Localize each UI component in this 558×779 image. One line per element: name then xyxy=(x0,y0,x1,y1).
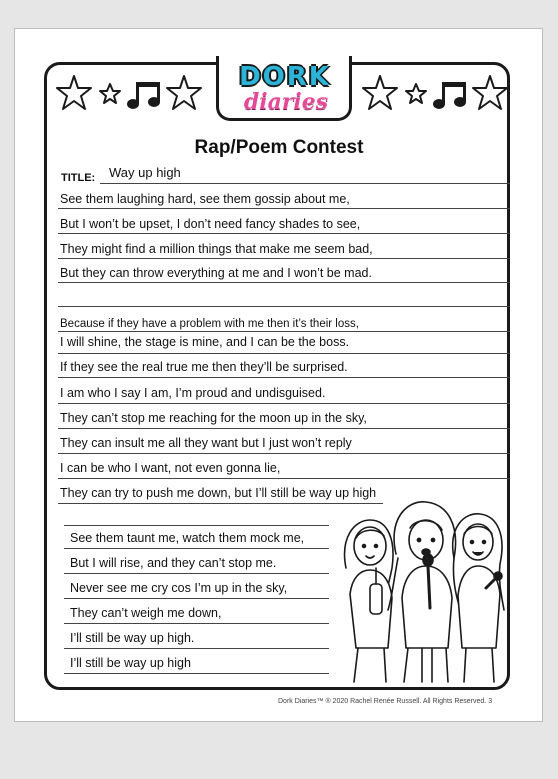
poem-line: See them laughing hard, see them gossip about me, xyxy=(60,192,350,206)
writing-line xyxy=(58,258,510,259)
writing-line xyxy=(100,183,510,184)
writing-line xyxy=(58,233,510,234)
star-icon xyxy=(363,76,397,109)
writing-line xyxy=(58,453,510,454)
star-icon xyxy=(406,84,426,103)
poem-line: They can try to push me down, but I’ll still be way up high xyxy=(60,486,377,500)
writing-line xyxy=(58,331,510,332)
star-icon xyxy=(100,84,120,103)
poem-line: If they see the real true me then they’ll be surprised. xyxy=(60,360,348,374)
writing-line xyxy=(64,598,329,599)
writing-line xyxy=(58,377,510,378)
poem-line: They can’t weigh me down, xyxy=(70,606,222,620)
poem-line: Never see me cry cos I’m up in the sky, xyxy=(70,581,288,595)
title-field-label: TITLE: xyxy=(61,172,96,184)
poem-line: See them taunt me, watch them mock me, xyxy=(70,531,305,545)
writing-line xyxy=(58,282,510,283)
writing-line xyxy=(64,525,329,526)
writing-line xyxy=(58,428,510,429)
stars-music-left-decoration xyxy=(56,72,206,116)
logo-dork-text: DORK xyxy=(239,62,331,92)
writing-line xyxy=(58,353,510,354)
poem-line: I’ll still be way up high. xyxy=(70,631,195,645)
writing-line xyxy=(58,208,510,209)
music-note-icon xyxy=(127,82,160,109)
writing-line xyxy=(64,623,329,624)
poem-line: I can be who I want, not even gonna lie, xyxy=(60,461,281,475)
poem-line: They can insult me all they want but I just won’t reply xyxy=(60,436,352,450)
writing-line xyxy=(64,548,329,549)
logo-diaries-text: diaries xyxy=(243,89,329,115)
poem-line: They might find a million things that make me seem bad, xyxy=(60,242,373,256)
star-icon xyxy=(167,76,201,109)
star-icon xyxy=(473,76,507,109)
poem-line: They can’t stop me reaching for the moon up in the sky, xyxy=(60,411,367,425)
poem-line: But I will rise, and they can’t stop me. xyxy=(70,556,277,570)
poem-line: But they can throw everything at me and I won’t be mad. xyxy=(60,266,372,280)
poem-line: But I won’t be upset, I don’t need fancy shades to see, xyxy=(60,217,361,231)
writing-line xyxy=(64,573,329,574)
music-note-icon xyxy=(433,82,466,109)
stars-music-right-decoration xyxy=(362,72,512,116)
poem-line: I will shine, the stage is mine, and I can be the boss. xyxy=(60,335,350,349)
star-icon xyxy=(57,76,91,109)
title-field-value: Way up high xyxy=(109,165,181,180)
singing-girls-illustration xyxy=(336,498,506,684)
copyright-footer: Dork Diaries™ ® 2020 Rachel Renée Russell. All Rights Reserved. 3 xyxy=(278,698,493,705)
writing-line xyxy=(58,403,510,404)
poem-line: I’ll still be way up high xyxy=(70,656,191,670)
writing-line xyxy=(64,673,329,674)
poem-line: I am who I say I am, I’m proud and undisguised. xyxy=(60,386,326,400)
writing-line xyxy=(58,478,510,479)
writing-line xyxy=(64,648,329,649)
poem-line: Because if they have a problem with me then it’s their loss, xyxy=(60,318,359,330)
worksheet-title: Rap/Poem Contest xyxy=(194,137,364,158)
writing-line xyxy=(58,503,383,504)
writing-line xyxy=(58,306,510,307)
